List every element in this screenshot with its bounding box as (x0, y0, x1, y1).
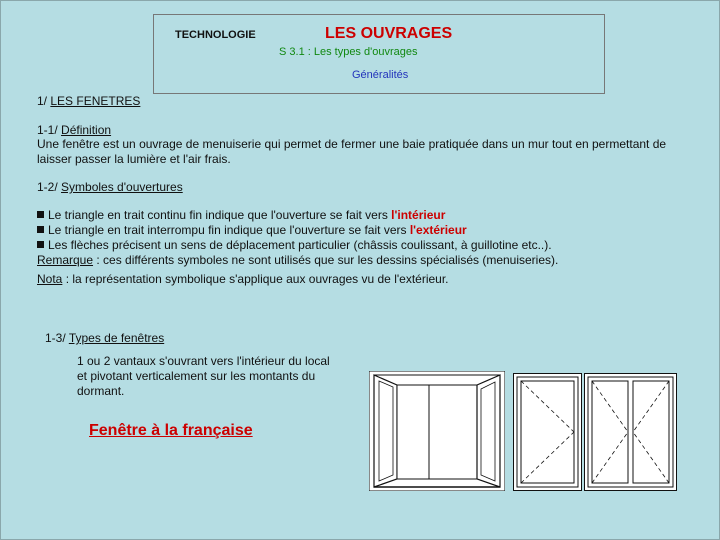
definition-line-1: Une fenêtre est un ouvrage de menuiserie qui permet de fermer une baie pratiquée dans un mur tout en permettant de (37, 137, 667, 151)
symboles-list (37, 208, 558, 268)
types-heading (45, 331, 164, 345)
exterieur-highlight: l'extérieur (409, 223, 467, 237)
bullet-text: Le triangle en trait continu fin indique que l'ouverture se fait vers (48, 208, 388, 222)
symboles-heading (37, 180, 183, 194)
section-title: LES FENETRES (50, 94, 141, 108)
definition-number: 1-1/ (37, 123, 58, 137)
interieur-highlight: l'intérieur (391, 208, 446, 222)
list-item (37, 238, 558, 253)
definition-title: Définition (61, 123, 112, 137)
list-item (37, 223, 558, 238)
list-item (37, 208, 558, 223)
types-title: Types de fenêtres (68, 331, 165, 345)
nota-label: Nota (37, 272, 63, 286)
bullet-text: Les flèches précisent un sens de déplacement particulier (châssis coulissant, à guillotine etc..). (48, 238, 552, 252)
window-symbol-two-leaf (584, 373, 677, 491)
types-desc-line-1: 1 ou 2 vantaux s'ouvrant vers l'intérieur du local (77, 354, 330, 368)
square-bullet-icon (37, 211, 44, 218)
types-description (77, 354, 330, 399)
remarque-label: Remarque (37, 253, 94, 267)
bullet-text: Le triangle en trait interrompu fin indique que l'ouverture se fait vers (48, 223, 407, 237)
definition-heading (37, 123, 111, 137)
types-desc-line-3: dormant. (77, 384, 125, 398)
section-generalites: Généralités (352, 69, 409, 81)
symboles-title: Symboles d'ouvertures (61, 180, 183, 194)
window-symbol-one-leaf (513, 373, 582, 491)
nota-line (37, 272, 449, 287)
types-desc-line-2: et pivotant verticalement sur les montants du (77, 369, 316, 383)
section-number: 1/ (37, 94, 48, 108)
definition-text (37, 137, 666, 167)
symboles-number: 1-2/ (37, 180, 58, 194)
definition-line-2: laisser passer la lumière et l'air frais. (37, 152, 231, 166)
types-number: 1-3/ (45, 331, 66, 345)
page-subtitle: S 3.1 : Les types d'ouvrages (279, 46, 418, 58)
open-window-illustration (369, 371, 505, 491)
subject-label: TECHNOLOGIE (175, 29, 256, 41)
square-bullet-icon (37, 226, 44, 233)
remarque-text: : ces différents symboles ne sont utilisés que sur les dessins spécialisés (menuiseries). (93, 253, 559, 267)
square-bullet-icon (37, 241, 44, 248)
nota-text: : la représentation symbolique s'applique aux ouvrages vu de l'extérieur. (62, 272, 449, 286)
fenetre-francaise-link[interactable]: Fenêtre à la française (89, 422, 253, 439)
page-title: LES OUVRAGES (325, 25, 453, 42)
section-heading (37, 94, 140, 108)
remarque-line (37, 253, 558, 268)
